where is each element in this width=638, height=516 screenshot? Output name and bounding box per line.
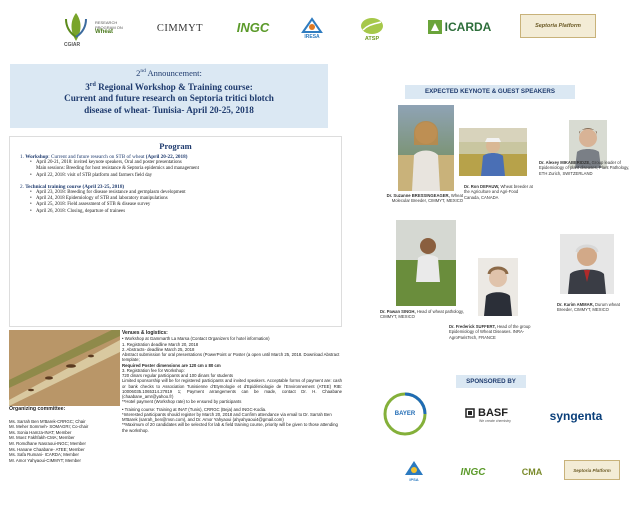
event-subtitle-line-2: disease of wheat- Tunisia- April 20-25, 2018 (84, 104, 254, 115)
icarda-logo: ICARDA (420, 14, 498, 40)
cgiar-wheat-logo (60, 8, 144, 48)
speaker-photo-singh (396, 220, 456, 306)
list-item: • April 24, 2018 Epidemiology of STB and laboratory manipulations (36, 196, 341, 202)
syngenta-logo: syngenta (549, 409, 603, 423)
committee-member: Mr. Amor Yahyaoui-CIMMYT; Member (9, 457, 81, 463)
venues-line: *Interested participants should register by March 20, 2018 and Confirm attendance via email to Dr. Sarrah Ben M'Barek (sarrah_ben@msn.com), and Dr. Amor Yahyaoui (ahyahyaoui4@gmail.com) (122, 411, 332, 422)
septoria-platform-logo: Septoria Platform (520, 14, 596, 38)
speaker-photo-suffert (478, 258, 518, 316)
venues-line: • Training course: Training at INAT (Tunis), CRRGC (Beja) and INGC-Kodia. (122, 406, 267, 412)
atsp-logo: ATSP (352, 12, 392, 46)
keynote-header: EXPECTED KEYNOTE & GUEST SPEAKERS (405, 85, 575, 99)
speaker-photo-bressingeager (398, 105, 454, 191)
venues-line: 3. Registration fee for Workshop: (122, 367, 185, 373)
ingc-logo: INGC (236, 19, 270, 35)
workshop-heading: 1. Workshop: Current and future research on STB of wheat (April 20-22, 2018) (20, 154, 188, 160)
committee-member: Mr. Moez Fakhfakh-CMA; Member (9, 435, 75, 441)
septoria-leaf-photo (9, 330, 120, 406)
icarda-emblem-icon (427, 19, 443, 35)
venues-line: 2. Abstracts- deadline March 25, 2018 (122, 346, 195, 352)
announcement-banner (10, 64, 328, 128)
cgiar-line-3: Wheat (95, 29, 113, 36)
venues-line: Abstract submission for oral presentations (PowerPoint or Poster (a open until March 25, 2018. Download Abstract template; (122, 352, 340, 363)
venues-line: **Maximum of 20 candidates will be selected for lab & field training course, priority will be given to those attending the workshop. (122, 422, 338, 433)
committee-member: Ms. Sarrah Ben M'Barek-CRRGC; Chair (9, 418, 86, 424)
cma-logo: CMA (521, 467, 543, 477)
sponsors-header: SPONSORED BY (456, 375, 526, 388)
list-item: • April 20-21, 2018: invited keynote speakers, Oral and poster presentations Main sessions: Breeding for host resistance & Septoria epidemics and management (36, 160, 341, 173)
ipsa-emblem-icon (403, 459, 425, 477)
ipsa-logo: IPSA (396, 455, 432, 485)
basf-square-icon (465, 408, 475, 418)
cgiar-label: CGIAR (64, 42, 81, 48)
event-subtitle-line-1: Current and future research on Septoria tritici blotch (64, 93, 274, 104)
ingc-sponsor-logo: INGC (460, 466, 486, 478)
committee-member: Mr. Meher Sommeh- SOMAGRI; Co-chair (9, 424, 89, 430)
venues-logistics (122, 331, 342, 433)
venues-line: Limited sponsorship will be for registered participants and invited speakers. Acceptable forms of payment are: cash or bank checks to Association Tunisienne d'Etymologie et d'Epidémiologie de l'Environnement (ATEE) RIB: 10006035.1065314.27819 1; Payment arrangements can be made, contact Dr. H. Chaabane (chaabane_amr@yahoo.fr) (122, 378, 342, 399)
course-list (20, 190, 341, 215)
list-item: • April 22, 2018: visit of STB platform and farmers field day (36, 173, 341, 179)
organizing-committee (9, 407, 117, 463)
basf-logo: BASF We create chemistry (465, 404, 525, 426)
venues-line: Required Poster dimensions are 120 cm x 80 cm (122, 362, 221, 368)
venues-line: 1. Registration deadline March 20, 2018 (122, 341, 199, 347)
cimmyt-logo: CIMMYT (156, 22, 204, 34)
iresa-emblem-icon (300, 16, 324, 34)
speaker-photo-ammar (560, 234, 614, 294)
committee-member: Ms. Sonia Hamza-INAT; Member (9, 429, 72, 435)
iresa-logo: IRESA (292, 12, 332, 44)
committee-member: Mr. Romdhane Nasraoui-INGC; Member (9, 440, 86, 446)
venues-line: • Workshop at Gammarth La Marsa (Contact Organizers for hotel information) (122, 336, 270, 342)
list-item: • April 26, 2018: Closing, departure of trainees (36, 209, 341, 215)
speaker-caption-bressingeager: Dr. Suzanne BRESSINGEAGER, Wheat Molecular Breeder, CIMMYT, MEXICO (386, 193, 463, 204)
committee-member: Ms. Safa Rumani- ICARDA; Member (9, 452, 79, 458)
cgiar-line-1: RESEARCH (95, 20, 118, 26)
course-heading: 2. Technical training course (April 23-25, 2018) (20, 183, 125, 190)
cgiar-line-2: PROGRAM ON (95, 24, 123, 30)
announcement-label: 2nd Announcement: (136, 68, 202, 78)
program-title: Program (159, 141, 192, 151)
organizing-label: Organizing committee: (9, 406, 66, 412)
septoria-sponsor-logo: Septoria Platform (564, 460, 620, 480)
list-item: • April 25, 2018: Field assessment of STB & disease survey (36, 202, 341, 208)
workshop-list (20, 160, 341, 179)
speaker-caption-ammar: Dr. Karim AMMAR, Durum wheat Breeder, CIMMYT, MEXICO (557, 302, 620, 313)
atsp-leaf-icon (359, 16, 385, 36)
speaker-caption-mikaberidze: Dr. Alexey MIKABERIDZE, Group leader of Epidemiology of plant diseases, Plant Pathology, ETH Zurich, SWITZERLAND (539, 160, 630, 176)
speaker-caption-depauw: Dr. Ron DEPAUW, Wheat breeder at the Agriculture and Agri-Food Canada, CANADA (464, 184, 533, 200)
speaker-caption-singh: Dr. Pawan SINGH, Head of wheat pathology, CIMMYT, MEXICO (380, 309, 464, 320)
venues-line: 720 dinars regular participants and 100 dinars for students (122, 373, 234, 378)
list-item: • April 23, 2018: Breeding for disease resistance and germplasm development (36, 190, 341, 196)
venues-line: **Hotel payment (Workshop rate) to be ensured by participants (122, 399, 242, 405)
committee-member: Ms. Hanane Chaabane- ATEE; Member (9, 446, 85, 452)
event-title: 3rd Regional Workshop & Training course: (85, 82, 253, 93)
venues-title: Venues & logistics: (122, 330, 168, 336)
speaker-photo-depauw (459, 128, 527, 176)
program-panel (9, 136, 342, 327)
bayer-logo: BAYER (383, 392, 427, 436)
speaker-caption-suffert: Dr. Frederick SUFFERT, Head of the group Epidemiology of Wheat Diseases. INRA-AgroParisTech, FRANCE (449, 324, 531, 340)
